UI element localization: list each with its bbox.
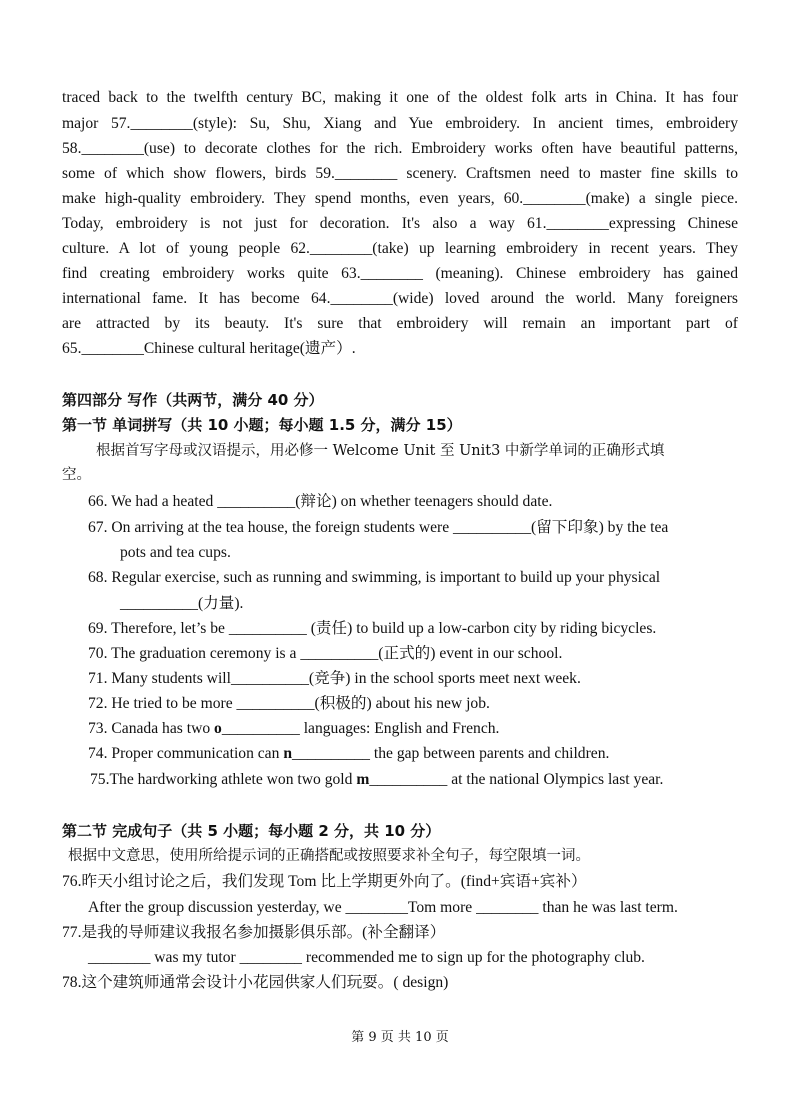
list-item: 71. Many students will__________(竞争) in the school sports meet next week. (88, 670, 581, 687)
section1-instruction: 根据首写字母或汉语提示，用必修一 Welcome Unit 至 Unit3 中新学单词的正确形式填 (96, 443, 665, 459)
part4-title: 第四部分 写作（共两节，满分 40 分） (62, 391, 324, 409)
passage-line: major 57.________(style): Su, Shu, Xiang and Yue embroidery. In ancient times, embroidery (62, 115, 738, 132)
list-item: __________(力量). (120, 595, 244, 612)
hint-letter: o (214, 720, 222, 737)
passage-line: culture. A lot of young people 62.________(take) up learning embroidery in recent years. They (62, 240, 738, 257)
passage-line: Today, embroidery is not just for decoration. It's also a way 61.________expressing Chinese (62, 215, 738, 232)
section2-instruction: 根据中文意思，使用所给提示词的正确搭配或按照要求补全句子，每空限填一词。 (68, 848, 590, 864)
item-text: __________ the gap between parents and children. (292, 745, 610, 762)
section1-instruction-cont: 空。 (62, 467, 91, 483)
hint-letter: n (283, 745, 292, 762)
passage-line: some of which show flowers, birds 59.________ scenery. Craftsmen need to master fine skills to (62, 165, 738, 182)
section1-title: 第一节 单词拼写（共 10 小题；每小题 1.5 分，满分 15） (62, 416, 462, 434)
list-item: pots and tea cups. (120, 544, 231, 561)
passage-line: are attracted by its beauty. It's sure that embroidery will remain an important part of (62, 315, 738, 332)
page-footer: 第 9 页 共 10 页 (351, 1030, 449, 1045)
passage-line: international fame. It has become 64.________(wide) loved around the world. Many foreigners (62, 290, 738, 307)
list-item: 69. Therefore, let’s be __________ (责任) to build up a low-carbon city by riding bicycles. (88, 620, 657, 637)
list-item: 68. Regular exercise, such as running and swimming, is important to build up your physical (88, 569, 661, 586)
list-item: 72. He tried to be more __________(积极的) about his new job. (88, 695, 490, 712)
question-76-en: After the group discussion yesterday, we ________Tom more ________ than he was last term. (88, 899, 678, 916)
list-item: 66. We had a heated __________(辩论) on whether teenagers should date. (88, 493, 553, 510)
list-item (88, 744, 609, 764)
passage-line: make high-quality embroidery. They spend months, even years, 60.________(make) a single piece. (62, 190, 738, 207)
item-text: 74. Proper communication can (88, 745, 284, 762)
passage-line: 58.________(use) to decorate clothes for the rich. Embroidery works often have beautiful patterns, (62, 140, 738, 157)
item-text: __________ at the national Olympics last year. (369, 771, 664, 788)
item-text: 73. Canada has two (88, 720, 215, 737)
list-item: 67. On arriving at the tea house, the foreign students were __________(留下印象) by the tea (88, 519, 669, 536)
list-item (88, 719, 499, 739)
question-77-en: ________ was my tutor ________ recommended me to sign up for the photography club. (88, 949, 645, 966)
list-item: 70. The graduation ceremony is a __________(正式的) event in our school. (88, 645, 563, 662)
item-text: __________ languages: English and French. (221, 720, 500, 737)
passage-line: 65.________Chinese cultural heritage(遗产）. (62, 340, 356, 357)
question-78-zh: 78.这个建筑师通常会设计小花园供家人们玩耍。( design) (62, 974, 449, 991)
question-77-zh: 77.是我的导师建议我报名参加摄影俱乐部。(补全翻译） (62, 924, 446, 941)
passage-line: find creating embroidery works quite 63.________ (meaning). Chinese embroidery has gained (62, 265, 738, 282)
hint-letter: m (356, 771, 370, 788)
passage-line: traced back to the twelfth century BC, making it one of the oldest folk arts in China. It has four (62, 89, 738, 106)
question-76-zh: 76.昨天小组讨论之后，我们发现 Tom 比上学期更外向了。(find+宾语+宾补） (62, 873, 587, 890)
item-text: 75.The hardworking athlete won two gold (90, 771, 357, 788)
section2-title: 第二节 完成句子（共 5 小题；每小题 2 分，共 10 分） (62, 822, 441, 840)
list-item (90, 770, 663, 790)
